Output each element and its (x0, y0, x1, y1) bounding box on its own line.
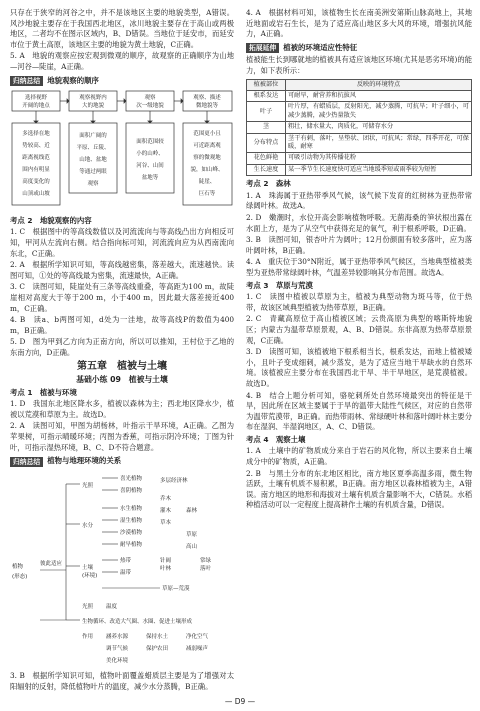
paragraph: 2. A 读图可知，甲图为胡杨林，叶指示干旱环境，A正确。乙图为苹果树，可指示晴暖环境；丙图为香蕉，可指示阴冷环境；丁图为针叶，可指示湿热环境，B、C、D不符合题意。 (10, 421, 234, 452)
step-detail: 山地、盆地 (79, 157, 107, 164)
summary-tag: 归纳总结 (10, 76, 43, 86)
tree-row: 生物循环、改造大气圈、水圈、促进土壤形成 (82, 618, 193, 625)
step-detail: 高度变化的 (22, 179, 50, 186)
tree-row: 涵养水源 (106, 633, 129, 640)
summary-tag: 归纳总结 (10, 457, 43, 467)
paragraph: 植被能生长到哪就地的植被具有适应该地区环境(尤其是恶劣环境)的能力，如下表所示： (246, 55, 472, 75)
table-header-cell: 植被部位 (247, 79, 286, 90)
step-detail: 距离视线范 (22, 155, 50, 162)
tree-leaf: 水生植物 (120, 505, 143, 512)
step-detail: 等通过两眼 (79, 169, 107, 176)
tree-factor: 光照 (82, 482, 94, 489)
tree-leaf: 喜光植物 (120, 475, 143, 482)
tree-leaf: 草原—荒漠 (162, 585, 190, 592)
topic-heading: 考点 4 观察土壤 (246, 434, 306, 444)
paragraph: 5. A 地貌的观察应按宏观到微观的顺序，故观察的正确顺序为山地—河谷—陡崖，A正确。 (10, 51, 234, 71)
step-detail: 陡崖、 (198, 179, 216, 186)
table-cell: 茎干有刺，落叶，呈垫状、团状，可抗风；常绿，四季开花，可保暖，耐寒 (286, 133, 472, 153)
step-detail: 可近距离观 (193, 143, 221, 150)
tree-root: 植物 (12, 563, 24, 570)
table-cell: 可吸引动物为其传播花粉 (286, 153, 472, 164)
step-text: 开阔的地点 (22, 103, 50, 110)
plant-environment-diagram (10, 470, 234, 666)
step-text: 选择视野 (24, 95, 48, 102)
topic-heading: 考点 2 地貌观察的内容 (10, 215, 92, 225)
paragraph: 2. C 青藏高原位于高山植被区域；云贵高原为典型的喀斯特地貌区；内蒙古为温带草原景观，A、B、D错误。东非高原为热带草原景观，C正确。 (246, 314, 472, 345)
table-row (247, 153, 472, 164)
step-text: 观察视野内 (79, 95, 107, 102)
tree-extra: 常绿 (200, 557, 212, 564)
paragraph: 2. B 与黑土分布的东北地区相比，南方地区夏季高温多雨，微生物活跃，土壤有机质不易积累，B正确。南方地区以森林植被为主，A错误。南方地区的地形和海拔对土壤有机质含量影响不大，C错误。水稻种植活动可以一定程度上提高耕作土壤的有机质含量，D错误。 (246, 468, 472, 510)
topic-heading: 考点 1 植被与环境 (10, 387, 77, 397)
tree-factor: 水分 (82, 522, 94, 529)
table-cell: 粗壮，储水量大，肉质化，可储存水分 (286, 122, 472, 133)
table-cell: 某一季节生长速度快可适应当地缓季短或雨季较为短暂 (286, 164, 472, 175)
page-number: — D9 — (224, 697, 256, 706)
tree-leaf: 针阔 (160, 557, 172, 564)
table-row (247, 102, 472, 122)
tree-extra: 草本 (160, 519, 172, 526)
tree-row: 美化环境 (106, 657, 129, 664)
observation-order-diagram (10, 89, 234, 207)
paragraph: 1. C 根据图中的等高线数值以及河流流向与等高线凸出方向相反可知，甲河从左流向右侧。结合指向标可知，河流流向应为从西南流向东北，C正确。 (10, 227, 234, 258)
table-cell: 茎 (247, 122, 286, 133)
tree-extra: 落叶 (200, 565, 212, 572)
tree-factor: (环境) (82, 572, 98, 579)
table-cell: 分布特点 (247, 133, 286, 153)
tree-leaf: 喜阴植物 (120, 487, 143, 494)
step-detail: 围内有明显 (22, 167, 50, 174)
tree-extra: 草原 (186, 531, 198, 538)
step-detail: 多选择在地 (22, 131, 50, 138)
tree-leaf: 耐旱植物 (120, 541, 143, 548)
table-header-cell: 反映的环境特点 (286, 79, 472, 90)
tree-row: 温度 (106, 603, 118, 610)
tree-leaf: 湿生植物 (120, 517, 143, 524)
right-column (246, 8, 472, 512)
tree-row: 保护农田 (146, 645, 169, 652)
paragraph: 3. C 读图可知，陡崖处有三条等高线重叠，等高距为100 m，故陡崖相对高度大于等于200 m，小于400 m，因此最大落差接近400 m，C正确。 (10, 282, 234, 313)
step-text: 微地貌等 (195, 103, 219, 110)
paragraph: 3. B 根据所学知识可知，植物叶面覆盖蜡质层主要是为了增强对太阳辐射的反射，降低植物叶片的温度，减少水分蒸腾，B正确。 (10, 671, 234, 691)
tree-leaf: 热带 (120, 557, 132, 564)
tree-leaf: 叶林 (160, 565, 172, 572)
table-cell: 叶片厚，有蜡质层，反射阳光，减少蒸腾，可抗旱；叶子细小，可减少蒸腾，减少热量散失 (286, 102, 472, 122)
summary-heading (10, 456, 234, 467)
step-detail: 貌，如山峰、 (190, 167, 224, 174)
paragraph: 1. D 我国东北地区降水多，植被以森林为主；西北地区降水少，植被以荒漠和草原为主。故选D。 (10, 399, 234, 419)
step-detail: 面积广阔的 (79, 133, 107, 140)
summary-heading (10, 76, 234, 87)
step-text: 大的地貌 (81, 103, 105, 110)
step-text: 次一级地貌 (136, 103, 164, 110)
tree-row: 调节气候 (106, 645, 129, 652)
paragraph: 4. A 根据材料可知，该植物生长在南美洲安第斯山脉高地上，其地近地面或岩石生长，是为了适应高山地区多大风的环境，增强抗风能力，A正确。 (246, 8, 472, 39)
table-header-row (247, 79, 472, 90)
paragraph: 1. A 珠海属于亚热带季风气候，该气候下发育的红树林为亚热带常绿阔叶林。故选A。 (246, 190, 472, 211)
tree-leaf: 温带 (120, 569, 132, 576)
step-text: 观察、描述 (193, 95, 221, 102)
paragraph: 4. A 重庆位于30°N附近，属于亚热带季风气候区，当地典型植被类型为亚热带常绿阔叶林，气温差异较影响其分布范围。故选A。 (246, 257, 472, 277)
extension-title: 植被的环境适应性特征 (283, 42, 358, 52)
step-detail: 范围更小且 (193, 131, 221, 138)
table-cell: 根系发达 (247, 90, 286, 101)
step-detail: 察的微观地 (193, 155, 221, 162)
paragraph: 只存在于狭窄的河谷之中，并不是该地区主要的地貌类型，A错误。风沙地貌主要存在于我国西北地区，冰川地貌主要存在于高山或两极地区，二者均不在图示区域内，B、D错误。当地位于延安市，而延安市位于黄土高原，该地区主要的地貌为黄土地貌，C正确。 (10, 8, 234, 49)
paragraph: 3. D 读图可知，该植被地下根系相当长，根系发达，而地上植被矮小，且叶子变成细刺，减少蒸发，是为了适应当地干旱缺水的自然环境。该植被应主要分布在我国西北干旱、半干旱地区，是荒漠植被。故选D。 (246, 347, 472, 388)
tree-mid: 彼此适应 (40, 560, 63, 567)
extension-heading (246, 43, 472, 54)
paragraph: 1. A 土壤中的矿物质成分来自于岩石的风化物，所以主要来自土壤成分中的矿物质，A正确。 (246, 446, 472, 467)
tree-extra: 森林 (186, 507, 198, 514)
tree-row: 减弱噪声 (186, 645, 209, 652)
section-title: 基础小练 09 植被与土壤 (76, 375, 168, 385)
left-column (10, 8, 234, 694)
tree-leaf: 沙漠植物 (120, 529, 143, 536)
step-detail: 河谷、山间 (136, 163, 164, 170)
table-cell: 叶子 (247, 102, 286, 122)
extension-tag: 拓展延伸 (246, 43, 279, 53)
adaptation-table (246, 79, 472, 177)
paragraph: 3. B 读图可知，银杏叶片为阔叶；12月份颜面有较多落叶，应为落叶阔叶林，B正确。 (246, 235, 472, 255)
paragraph: 2. A 根据所学知识可知，等高线越密集，落差越大，流速越快。读图可知，①处的等高线最为密集，流速最快，A正确。 (10, 260, 234, 280)
summary-title: 地貌观察的顺序 (47, 75, 99, 85)
topic-heading: 考点 3 草原与荒漠 (246, 280, 313, 290)
step-detail: 山顶或山坡 (22, 191, 50, 198)
tree-factor: 土壤 (82, 564, 94, 571)
table-cell: 生长速度 (247, 164, 286, 175)
table-row (247, 90, 472, 101)
tree-extra: 乔木 (160, 495, 172, 502)
tree-row: 光照 (82, 603, 94, 610)
paragraph: 4. B 结合上题分析可知，骆驼刺所处自然环境最突出的特征是干旱，因此所在区域主要属于于旱的温带大陆性气候区，对应的自然带为温带荒漠带，B正确。而热带雨林、常绿硬叶林和落叶阔叶林主要分布在湿润、半湿润地区，A、C、D错误。 (246, 390, 472, 432)
summary-title: 植物与地理环境的关系 (47, 456, 122, 466)
paragraph: 5. D 图为甲到乙方向为正南方向，所以可以推知，王村位于乙地的东南方向，D正确。 (10, 337, 234, 357)
table-row (247, 164, 472, 175)
tree-row: 净化空气 (186, 633, 209, 640)
paragraph: 2. D 嫩潮时，水位开高会影响植物呼吸。无菌海桑的笋状根出露在水面上方，是为了从空气中获得充足的氧气，利于根系呼吸，D正确。 (246, 213, 472, 233)
table-row (247, 122, 472, 133)
paragraph: 4. B 读a、b两图可知，d处为一洼地，故等高线P的数值为400 m，B正确。 (10, 315, 234, 335)
tree-extra: 高山 (186, 543, 198, 550)
step-text: 观察 (144, 95, 156, 102)
tree-row: 保持水土 (146, 633, 169, 640)
step-detail: 小的山岭、 (136, 151, 164, 158)
topic-heading: 考点 2 森林 (246, 179, 291, 189)
table-cell: 可耐旱，耐营养和抗拔风 (286, 90, 472, 101)
step-detail: 势较高、近 (22, 143, 50, 150)
table-row (247, 133, 472, 153)
step-detail: 巨石等 (198, 191, 216, 198)
tree-row: 作用 (82, 633, 94, 640)
step-detail: 面积范围较 (136, 139, 164, 146)
paragraph: 1. C 读图中植被以草原为主，植被为典型动物为斑马等，位于热带，故该区域典型植被为热带草原，B正确。 (246, 292, 472, 312)
step-detail: 观察 (87, 181, 99, 188)
step-detail: 盆地等 (141, 175, 159, 182)
table-cell: 花色鲜艳 (247, 153, 286, 164)
tree-root: (形态) (12, 573, 28, 580)
tree-extra: 灌木 (160, 507, 172, 514)
chapter-title: 第五章 植被与土壤 (77, 361, 167, 373)
tree-extra: 多层经济林 (160, 477, 188, 484)
step-detail: 平原、丘陵、 (76, 145, 110, 152)
